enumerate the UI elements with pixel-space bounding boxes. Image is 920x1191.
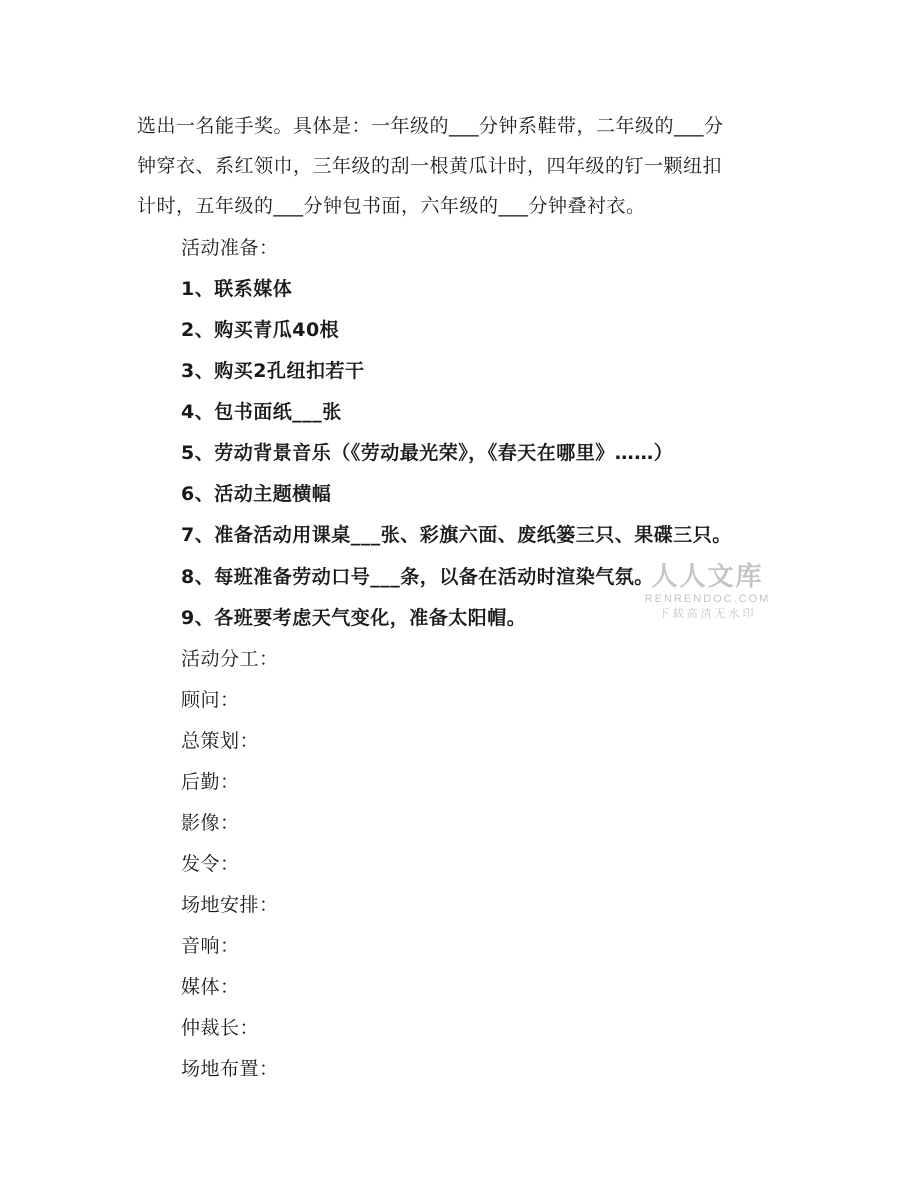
- watermark-tagline: 下载高清无水印: [658, 607, 757, 620]
- prep-item-7: 7、准备活动用课桌___张、彩旗六面、废纸篓三只、果碟三只。: [181, 524, 732, 546]
- role-chief-planner: 总策划：: [181, 730, 260, 752]
- watermark-logo: 人人文库: [651, 562, 764, 592]
- role-starter: 发令：: [181, 853, 240, 875]
- watermark-domain: RENRENDOC.COM: [644, 593, 771, 605]
- division-heading: 活动分工：: [181, 648, 279, 670]
- prep-item-1: 1、联系媒体: [181, 278, 293, 300]
- role-sound: 音响：: [181, 935, 240, 957]
- prep-item-5: 5、劳动背景音乐（《劳动最光荣》，《春天在哪里》……）: [181, 442, 674, 464]
- role-logistics: 后勤：: [181, 771, 240, 793]
- intro-paragraph: [137, 106, 773, 226]
- role-venue-decoration: 场地布置：: [181, 1058, 279, 1080]
- prep-item-6: 6、活动主题横幅: [181, 483, 332, 505]
- prep-item-8: 8、每班准备劳动口号___条，以备在活动时渲染气氛。: [181, 566, 654, 588]
- prep-item-2: 2、购买青瓜40根: [181, 319, 340, 341]
- intro-line-3: 计时，五年级的___分钟包书面，六年级的___分钟叠衬衣。: [137, 195, 646, 217]
- role-video: 影像：: [181, 812, 240, 834]
- role-venue-arrangement: 场地安排：: [181, 894, 279, 916]
- prep-item-3: 3、购买2孔纽扣若干: [181, 360, 365, 382]
- intro-line-2: 钟穿衣、系红领巾，三年级的刮一根黄瓜计时，四年级的钉一颗纽扣: [137, 155, 723, 177]
- prep-item-4: 4、包书面纸___张: [181, 401, 342, 423]
- watermark: [640, 562, 775, 622]
- role-chief-judge: 仲裁长：: [181, 1017, 260, 1039]
- role-adviser: 顾问：: [181, 689, 240, 711]
- prep-item-9: 9、各班要考虑天气变化，准备太阳帽。: [181, 607, 527, 629]
- role-media: 媒体：: [181, 976, 240, 998]
- prep-heading: 活动准备：: [181, 237, 279, 259]
- intro-line-1: 选出一名能手奖。具体是：一年级的___分钟系鞋带，二年级的___分: [137, 115, 724, 137]
